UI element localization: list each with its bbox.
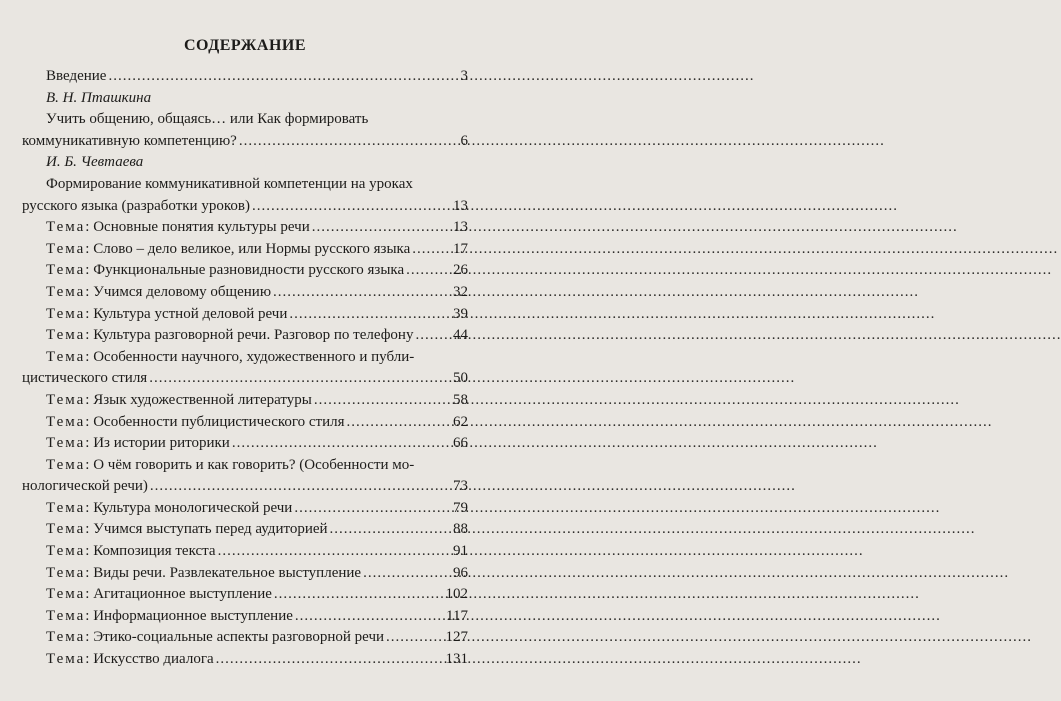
toc-topic: Тема: Слово – дело великое, или Нормы русского языка ..... 17 [22,239,468,261]
tema-word: Тема [46,305,86,322]
toc-topic: Тема: Учимся деловому общению ..... 32 [22,282,468,304]
tema-word: Тема [46,348,86,365]
toc-topic-page: 131 [445,651,468,668]
tema-word: Тема [46,327,86,344]
toc-topic: Тема: Функциональные разновидности русского языка ..... 26 [22,260,468,282]
dot-leader [274,584,444,606]
tema-word: Тема [46,391,86,408]
page-title: СОДЕРЖАНИЕ [183,37,307,54]
tema-word: Тема [46,543,86,560]
tema-word: Тема [46,499,86,516]
dot-leader [289,304,451,326]
toc-topic: Тема: Основные понятия культуры речи ..... 13 [22,217,468,239]
toc-topic-label: Учимся деловому общению [93,283,272,300]
toc-topic: Тема: Виды речи. Развлекательное выступление ..... 96 [22,563,468,585]
toc-topic-label: Искусство диалога [93,651,214,668]
toc-topic-label: Этико-социальные аспекты разговорной речи [93,629,385,646]
toc-topic: Тема: Особенности научного, художественного и публи- цистического стиля ..... 50 [22,347,468,390]
tema-word: Тема [46,586,86,603]
toc-topic-label: Слово – дело великое, или Нормы русского языка [93,240,411,257]
tema-word: Тема [46,651,86,668]
toc-topic-page: 13 [453,219,468,236]
dot-leader [273,282,451,304]
toc-topic-label-line1: О чём говорить и как говорить? (Особенности мо- [93,456,415,473]
table-of-contents [22,66,468,671]
dot-leader [218,541,451,563]
toc-topic-label: Информационное выступление [93,607,293,624]
toc-topic: Тема: О чём говорить и как говорить? (Особенности мо- нологической речи) ..... 73 [22,455,468,498]
toc-entry-page: 6 [460,132,468,149]
dot-leader [216,649,444,671]
dot-leader [363,563,451,585]
toc-topic-label-line1: Особенности научного, художественного и публи- [93,348,415,365]
toc-topic-label: Виды речи. Развлекательное выступление [93,564,362,581]
author-name: В. Н. Пташкина [46,89,152,106]
dot-leader [252,196,451,218]
toc-topic: Тема: Агитационное выступление ..... 102 [22,584,468,606]
toc-topic: Тема: Информационное выступление ..... 117 [22,606,468,628]
toc-topic: Тема: Культура разговорной речи. Разговор по телефону ..... 44 [22,325,468,347]
tema-word: Тема [46,629,86,646]
toc-topic: Тема: Культура монологической речи ..... 79 [22,498,468,520]
toc-topic-label: Культура разговорной речи. Разговор по телефону [93,327,414,344]
tema-word: Тема [46,521,86,538]
toc-topic-page: 66 [453,435,468,452]
dot-leader [149,368,451,390]
toc-entry-label-line1: Формирование коммуникативной компетенции на уроках [46,175,413,192]
toc-topic-page: 39 [453,305,468,322]
tema-word: Тема [46,413,86,430]
toc-topic-page: 17 [453,240,468,257]
toc-entry-page: 3 [460,68,468,84]
dot-leader [294,498,451,520]
toc-entry-page: 13 [453,197,468,214]
toc-topic: Тема: Этико-социальные аспекты разговорной речи ..... 127 [22,627,468,649]
dot-leader [295,606,444,628]
tema-word: Тема [46,435,86,452]
toc-topic-page: 58 [453,391,468,408]
toc-entry-label: Введение [46,68,107,84]
dot-leader [108,66,458,88]
toc-topic-label: Культура монологической речи [93,499,293,516]
toc-topic-label: Особенности публицистического стиля [93,413,345,430]
book-page [0,0,492,701]
author-name: И. Б. Чевтаева [46,154,144,171]
dot-leader [232,433,451,455]
toc-topic-page: 50 [453,370,468,387]
toc-topic-page: 62 [453,413,468,430]
dot-leader [314,390,451,412]
dot-leader [412,239,451,261]
toc-entry-label-line2: коммуникативную компетенцию? [22,132,237,149]
toc-topic: Тема: Язык художественной литературы ..... 58 [22,390,468,412]
toc-topic-label: Основные понятия культуры речи [93,219,310,236]
toc-topic-page: 96 [453,564,468,581]
dot-leader [347,412,451,434]
tema-word: Тема [46,240,86,257]
toc-entry-article-1 [22,109,468,152]
toc-topic: Тема: Культура устной деловой речи ..... 39 [22,304,468,326]
toc-topic-page: 73 [453,478,468,495]
tema-word: Тема [46,607,86,624]
toc-topic-label: Композиция текста [93,543,216,560]
toc-entry-label-line1: Учить общению, общаясь… или Как формировать [46,111,369,128]
toc-topic-label-line2: нологической речи) [22,478,148,495]
dot-leader [239,131,459,153]
dot-leader [386,627,443,649]
toc-topic: Тема: Из истории риторики ..... 66 [22,433,468,455]
tema-word: Тема [46,262,86,279]
dot-leader [330,519,451,541]
toc-topic: Тема: Учимся выступать перед аудиторией ..... 88 [22,519,468,541]
tema-word: Тема [46,219,86,236]
tema-word: Тема [46,456,86,473]
dot-leader [150,476,451,498]
tema-word: Тема [46,564,86,581]
toc-topic-page: 32 [453,283,468,300]
toc-topic-label-line2: цистического стиля [22,370,148,387]
toc-entry-article-2 [22,174,468,217]
toc-topic-label: Язык художественной литературы [93,391,312,408]
dot-leader [406,260,451,282]
toc-topic-label: Функциональные разновидности русского языка [93,262,405,279]
toc-topic-page: 117 [446,607,468,624]
toc-entry-intro [22,66,468,88]
toc-topic-page: 88 [453,521,468,538]
toc-topic-label: Культура устной деловой речи [93,305,288,322]
toc-topic-page: 91 [453,543,468,560]
toc-topic: Тема: Искусство диалога ..... 131 [22,649,468,671]
toc-topic: Тема: Особенности публицистического стиля ..... 62 [22,412,468,434]
tema-word: Тема [46,283,86,300]
toc-topic: Тема: Композиция текста ..... 91 [22,541,468,563]
toc-topic-label: Агитационное выступление [93,586,272,603]
toc-topic-label: Учимся выступать перед аудиторией [93,521,328,538]
toc-topic-page: 102 [445,586,468,603]
toc-topic-page: 79 [453,499,468,516]
dot-leader [415,325,451,347]
toc-topic-page: 127 [445,629,468,646]
toc-topic-label: Из истории риторики [93,435,230,452]
toc-topic-page: 26 [453,262,468,279]
dot-leader [312,217,451,239]
toc-topic-page: 44 [453,327,468,344]
toc-entry-label-line2: русского языка (разработки уроков) [22,197,250,214]
